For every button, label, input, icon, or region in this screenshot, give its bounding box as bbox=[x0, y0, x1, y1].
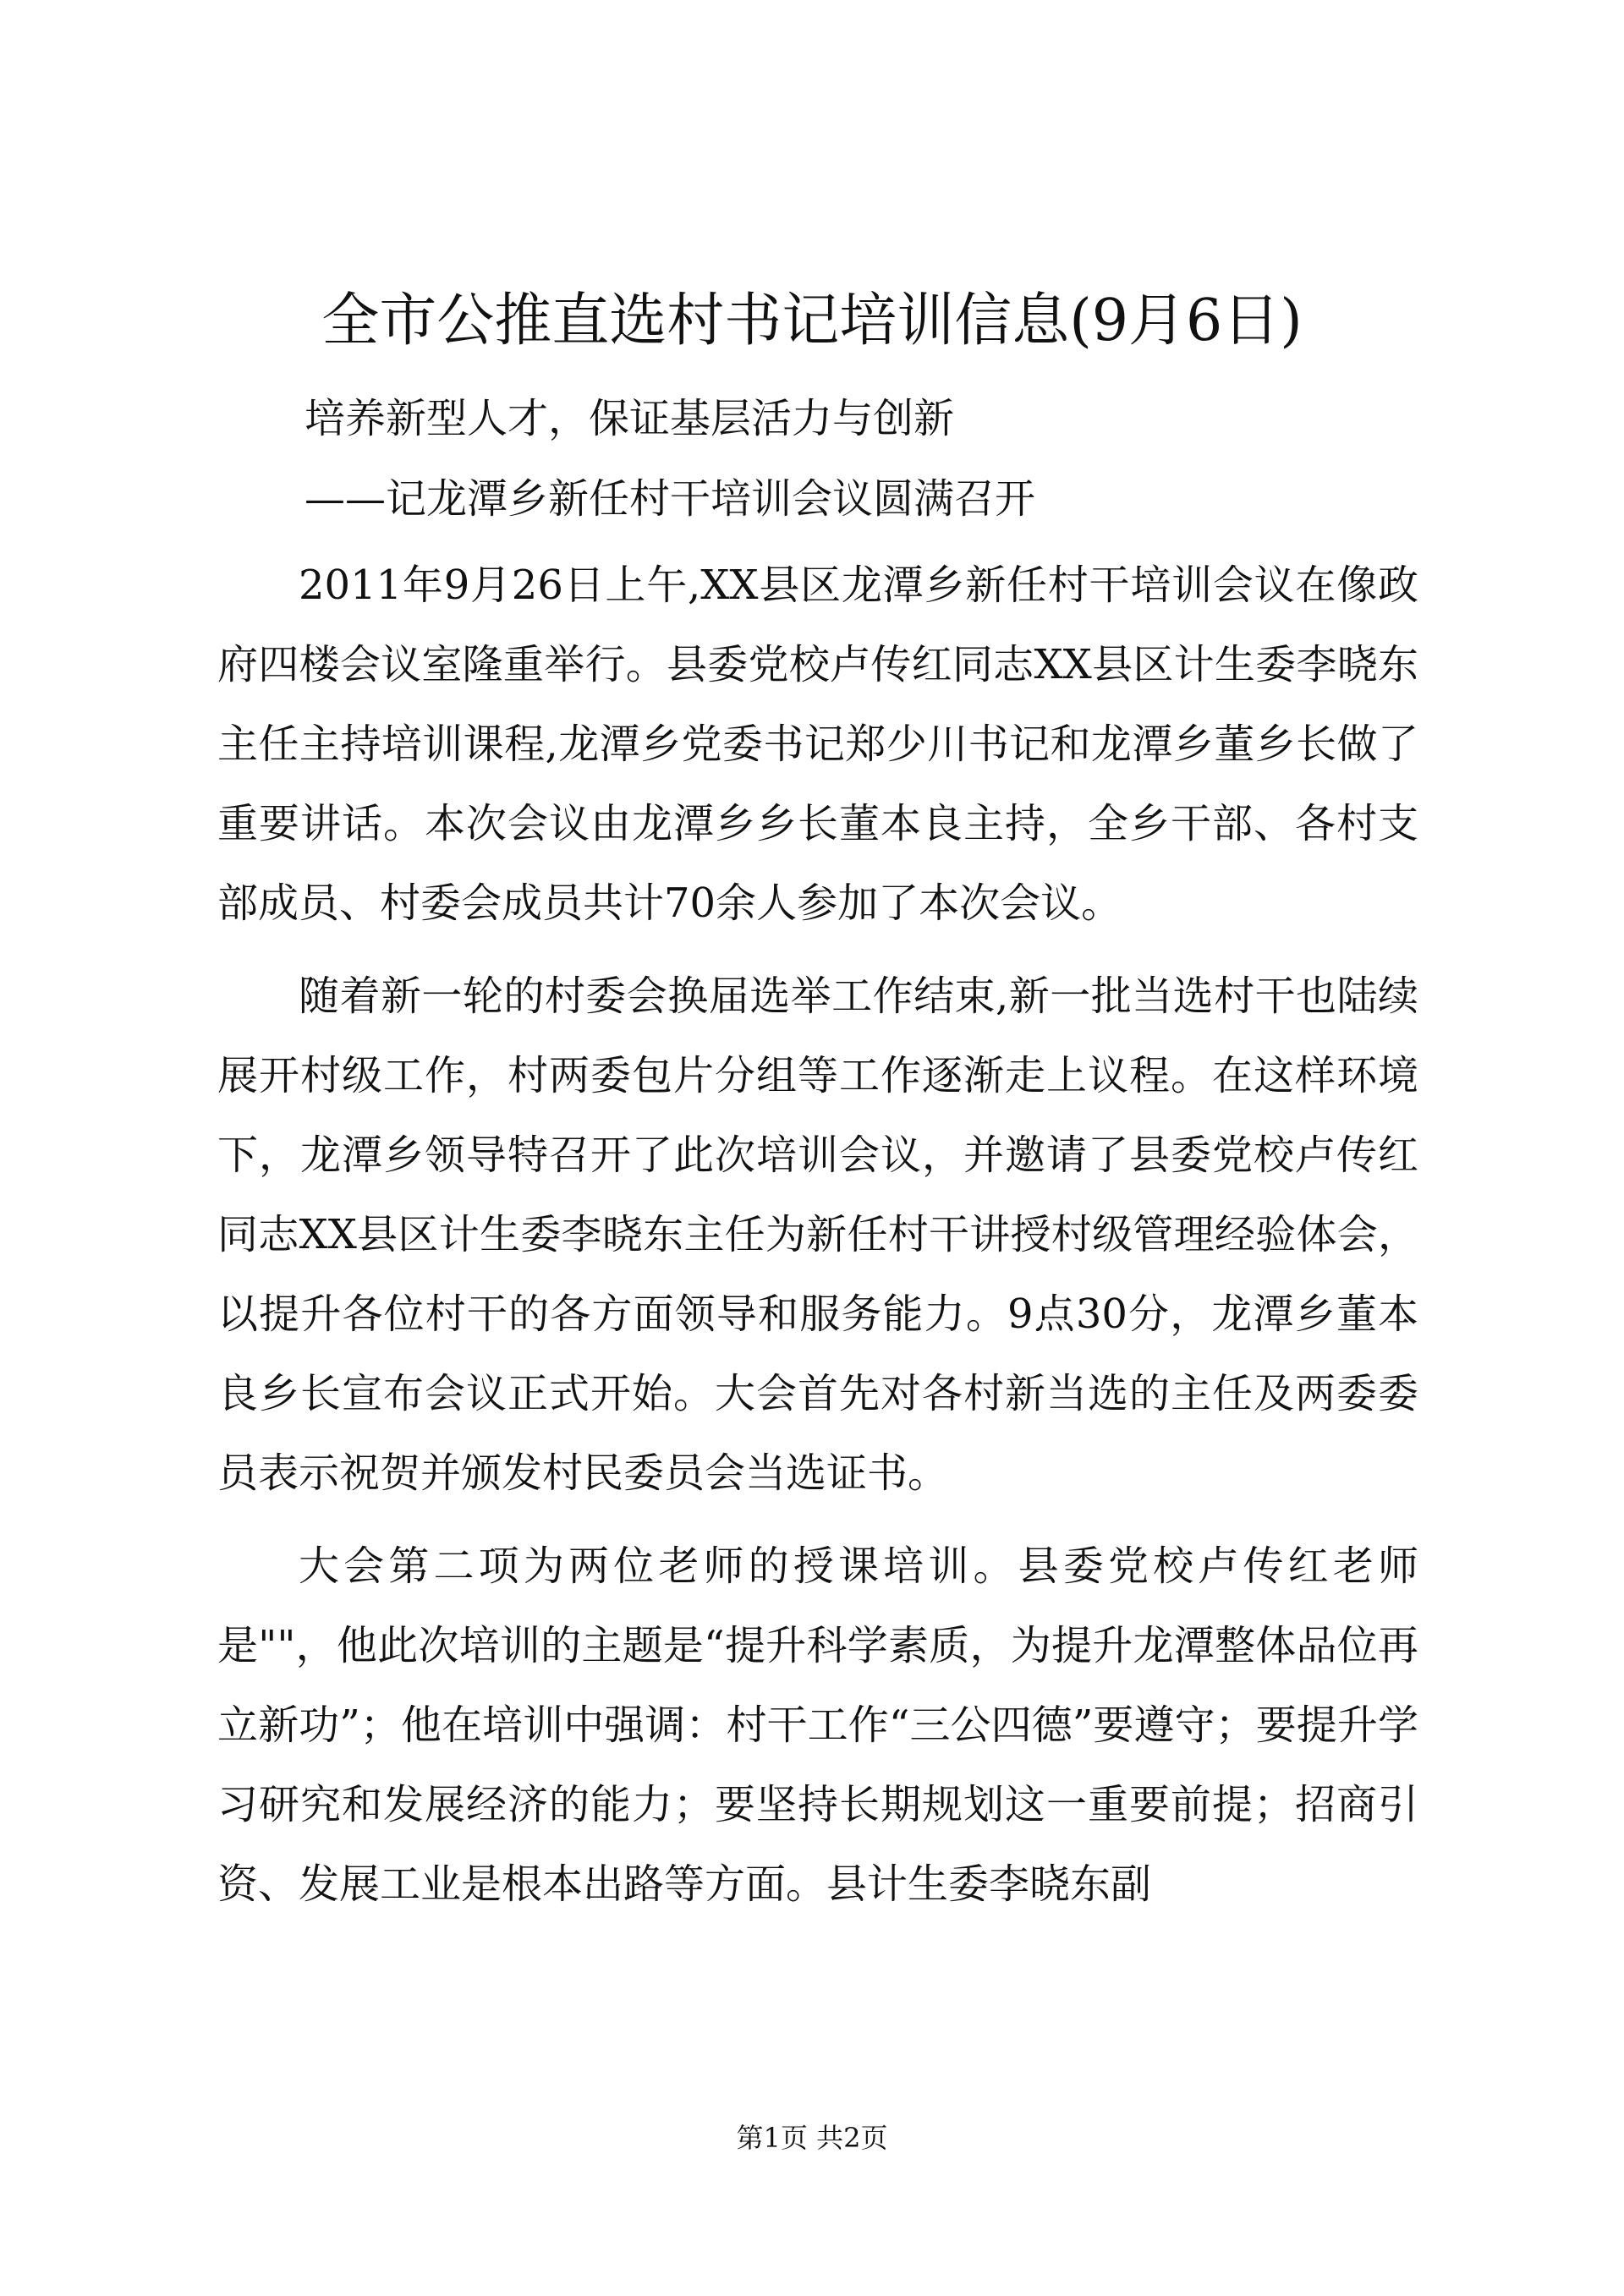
paragraph: 2011年9月26日上午,XX县区龙潭乡新任村干培训会议在像政府四楼会议室隆重举行。县委党校卢传红同志XX县区计生委李晓东主任主持培训课程,龙潭乡党委书记郑少川书记和龙潭乡董乡长做了重要讲话。本次会议由龙潭乡乡长董本良主持，全乡干部、各村支部成员、村委会成员共计70余人参加了本次会议。 bbox=[217, 562, 1418, 927]
document-subtitle: 培养新型人才，保证基层活力与创新 bbox=[304, 395, 955, 442]
paragraph: 随着新一轮的村委会换届选举工作结束,新一批当选村干也陆续展开村级工作，村两委包片分组等工作逐渐走上议程。在这样环境下，龙潭乡领导特召开了此次培训会议，并邀请了县委党校卢传红同志XX县区计生委李晓东主任为新任村干讲授村级管理经验体会，以提升各位村干的各方面领导和服务能力。9点30分，龙潭乡董本良乡长宣布会议正式开始。大会首先对各村新当选的主任及两委委员表示祝贺并颁发村民委员会当选证书。 bbox=[217, 973, 1418, 1497]
document-byline: ——记龙潭乡新任村干培训会议圆满召开 bbox=[304, 475, 1036, 523]
document-body bbox=[217, 545, 1418, 1937]
document-title: 全市公推直选村书记培训信息(9月6日) bbox=[321, 288, 1303, 354]
paragraph: 大会第二项为两位老师的授课培训。县委党校卢传红老师是""，他此次培训的主题是“提升科学素质，为提升龙潭整体品位再立新功”；他在培训中强调：村干工作“三公四德”要遵守；要提升学习研究和发展经济的能力；要坚持长期规划这一重要前提；招商引资、发展工业是根本出路等方面。县计生委李晓东副 bbox=[217, 1543, 1418, 1908]
page-number-footer: 第1页 共2页 bbox=[736, 2122, 888, 2154]
